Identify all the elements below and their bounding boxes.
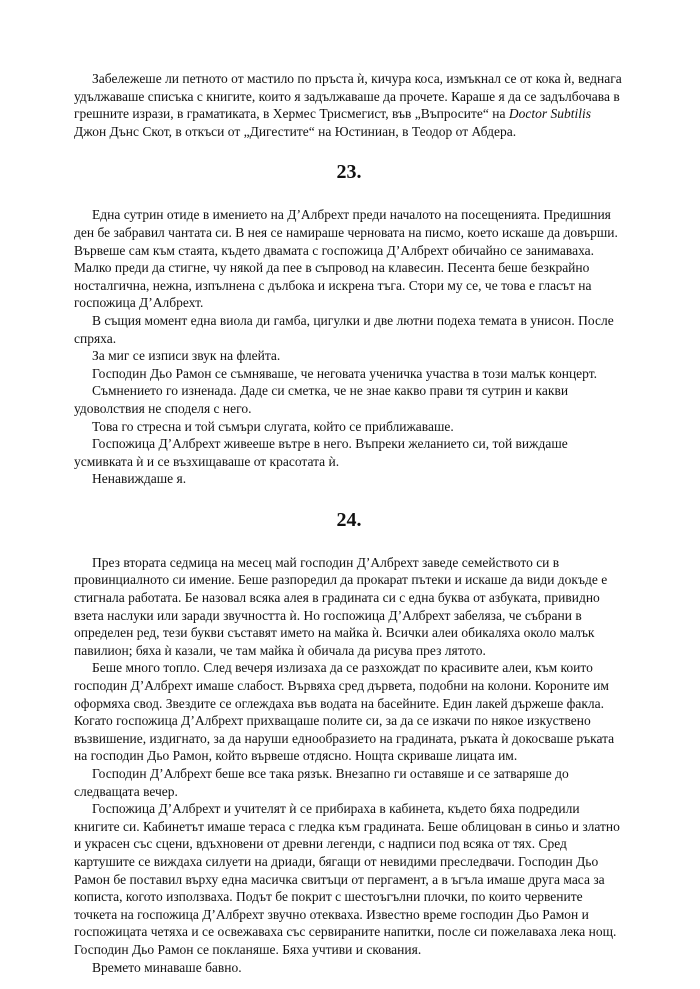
paragraph-text: Забележеше ли петното от мастило по пръста ѝ, кичура коса, измъкнал се от кока ѝ, веднага удължаваше списъка с книгите, които я задължаваше да прочете. Караше я да се задълбочава в грешните изрази, в граматиката, в Хермес Трисмегист, във „Въпросите“ на (74, 71, 622, 122)
paragraph-text: Джон Дънс Скот, в откъси от „Дигестите“ на Юстиниан, в Теодор от Абдера. (74, 123, 517, 139)
paragraph: За миг се изписи звук на флейта. (92, 348, 281, 364)
paragraph: Една сутрин отиде в имението на Д’Албрехт преди началото на посещенията. Предишния ден бе забравил чантата си. В нея се намираше черновата на писмо, което искаше да довърши. Вървеше сам към стаята, където двамата с госпожица Д’Албрехт обичайно се занимаваха. Малко преди да стигне, чу някой да пее в съпровод на клавесин. Песента беше безкрайно носталгична, нежна, изпълнена с дълбока и искрена тъга. Стори му се, че това е гласът на госпожица Д’Албрехт. (74, 207, 618, 311)
document-page (74, 70, 624, 976)
paragraph: Беше много топло. След вечеря излизаха да се разхождат по красивите алеи, към които господин Д’Албрехт имаше слабост. Вървяха сред дървета, подобни на колони. Короните им оформяха свод. Звездите се оглеждаха във водата на басейните. Един лакей държеше факла. Когато госпожица Д’Албрехт прихващаше полите си, за да се изкачи по някое изкуствено възвишение, издигнато, за да наруши еднообразието на градината, ръката ѝ докосваше ръката на господин Дьо Рамон, който вървеше отдясно. Нощта скриваше лицата им. (74, 660, 615, 764)
paragraph: В същия момент една виола ди гамба, цигулки и две лютни подеха темата в унисон. После спряха. (74, 312, 614, 346)
paragraph: Господин Д’Албрехт беше все така рязък. Внезапно ги оставяше и се затваряше до следващата вечер. (74, 766, 569, 799)
italic-book-title: Doctor Subtilis (508, 106, 591, 122)
paragraph: Съмнението го изненада. Даде си сметка, че не знае какво прави тя сутрин и какви удоволствия не споделя с него. (74, 383, 569, 416)
paragraph: Ненавиждаше я. (92, 471, 187, 487)
paragraph: Това го стресна и той съмъри слугата, който се приближаваше. (92, 418, 454, 434)
chapter-heading-23: 23. (336, 161, 362, 184)
paragraph (74, 70, 624, 140)
paragraph: Времето минаваше бавно. (92, 959, 242, 975)
chapter-heading-24: 24. (336, 508, 362, 531)
paragraph: Госпожица Д’Албрехт и учителят ѝ се прибираха в кабинета, където бяха подредили книгите си. Кабинетът имаше тераса с гледка към градината. Беше облицован в синьо и златно и украсен със сцени, вдъхновени от древни легенди, с надписи под всяка от тях. Сред картушите се виждаха силуети на дриади, бягащи от невидими преследвачи. Господин Дьо Рамон бе поставил върху една масичка свитъци от пергамент, а в ъгъла имаше друга маса за кописта, когото използваха. Подът бе покрит с шестоъгълни плочки, по които червените точкета на госпожица Д’Албрехт звучно отекваха. Известно време господин Дьо Рамон и госпожицата четяха и се освежаваха със сервираните напитки, после си пожелаваха лека нощ. Господин Дьо Рамон се покланяше. Бяха учтиви и скования. (74, 801, 620, 957)
paragraph: През втората седмица на месец май господин Д’Албрехт заведе семейството си в провинциалното си имение. Беше разпоредил да прокарат пътеки и искаше да види докъде е стигнала работата. Бе назовал всяка алея в градината си с една буква от азбуката, привидно взета наслуки или заради звучността ѝ. Но госпожица Д’Албрехт забеляза, че събрани в определен ред, тези букви съставят името на майка ѝ. Всички алеи обикаляха около малък павилион; бяха ѝ казали, че там майка ѝ обичала да рисува през лятото. (74, 554, 608, 658)
paragraph: Госпожица Д’Албрехт живееше вътре в него. Въпреки желанието си, той виждаше усмивката ѝ и се възхищаваше от красотата ѝ. (74, 436, 568, 469)
paragraph: Господин Дьо Рамон се съмняваше, че неговата ученичка участва в този малък концерт. (92, 365, 597, 381)
